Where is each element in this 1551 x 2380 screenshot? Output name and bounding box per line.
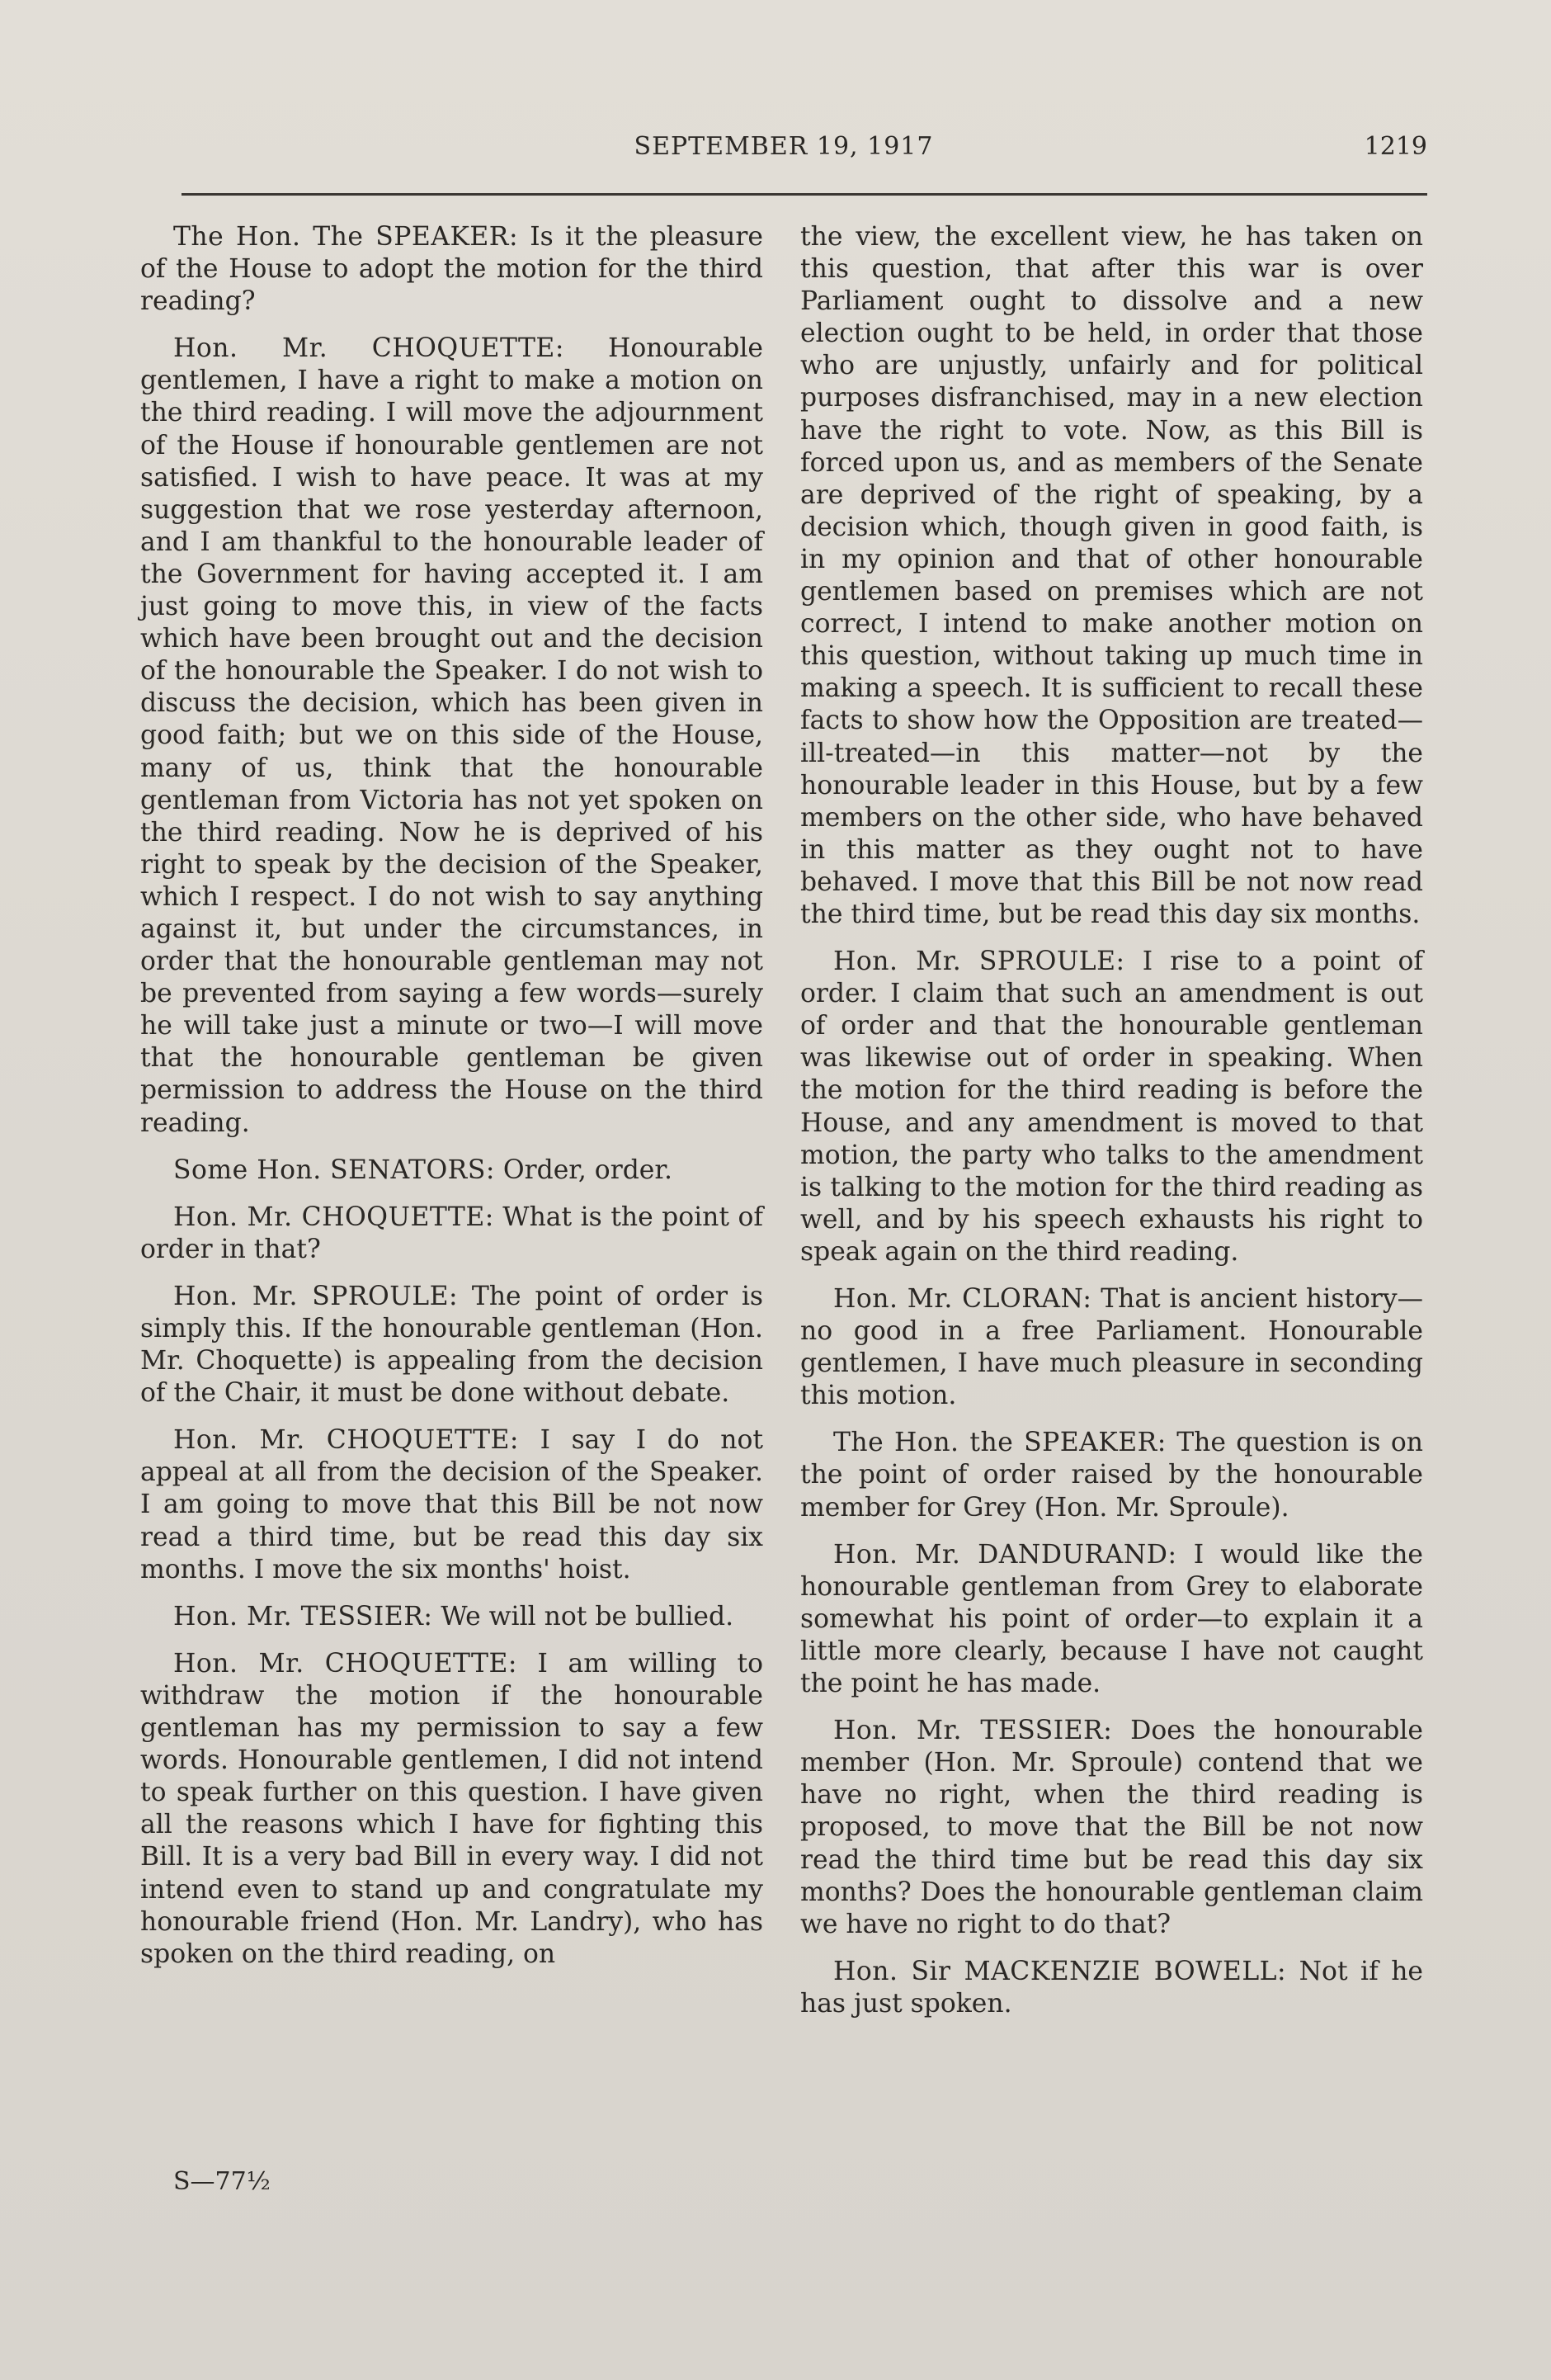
left-column (140, 221, 763, 1986)
speaker-name: Hon. Mr. CHOQUETTE: (173, 1648, 517, 1679)
speech-text: the view, the excellent view, he has taken on this question, that after this war is over Parliament ought to dissolve and a new election ought to be held, in order that those who are unjustly, unfairly and for political purposes disfranchised, may in a new election have the right to vote. Now, as this Bill is forced upon us, and as members of the Senate are deprived of the right of speaking, by a decision which, though given in good faith, is in my opinion and that of other honourable gentlemen based on premises which are not correct, I intend to make another motion on this question, without taking up much time in making a speech. It is sufficient to recall these facts to show how the Opposition are treated—ill-treated—in this matter—not by the honourable leader in this House, but by a few members on the other side, who have behaved in this matter as they ought not to have behaved. I move that this Bill be not now read the third time, but be read this day six months. (800, 222, 1423, 929)
paragraph (140, 1601, 763, 1633)
speaker-name: Hon. Mr. CHOQUETTE: (173, 1202, 494, 1232)
paragraph (800, 1715, 1423, 1941)
header-rule (182, 193, 1427, 196)
right-column (800, 221, 1423, 2035)
paragraph (800, 1956, 1423, 2020)
speaker-name: Some Hon. SENATORS: (173, 1155, 495, 1185)
paragraph (140, 221, 763, 318)
speech-text: The question is on the point of order raised by the honourable member for Grey (Hon. Mr. Sproule). (800, 1428, 1423, 1523)
header-date: SEPTEMBER 19, 1917 (634, 132, 934, 161)
speech-text: Does the honourable member (Hon. Mr. Sproule) contend that we have no right, when the third reading is proposed, to move that the Bill be not now read the third time but be read this day six months? Does the honourable gentleman claim we have no right to do that? (800, 1716, 1424, 1939)
speaker-name: The Hon. the SPEAKER: (833, 1428, 1167, 1458)
speaker-name: Hon. Mr. SPROULE: (173, 1281, 459, 1311)
speech-text: I rise to a point of order. I claim that such an amendment is out of order and that the honourable gentleman was likewise out of order in speaking. When the motion for the third reading is before the House, and any amendment is moved to that motion, the party who talks to the amendment is talking to the motion for the third reading as well, and by his speech exhausts his right to speak again on the third reading. (800, 947, 1423, 1267)
speaker-name: Hon. Mr. CHOQUETTE: (173, 333, 564, 364)
paragraph (800, 1539, 1423, 1700)
speaker-name: The Hon. The SPEAKER: (173, 222, 519, 252)
paragraph (800, 946, 1423, 1268)
speech-text: I am willing to withdraw the motion if the honourable gentleman has my permission to say a few words. Honourable gentlemen, I did not intend to speak further on this question. I have given all the reasons which I have for fighting this Bill. It is a very bad Bill in every way. I did not intend even to stand up and congratulate my honourable friend (Hon. Mr. Landry), who has spoken on the third reading, on (140, 1648, 763, 1969)
speech-text: Is it the pleasure of the House to adopt the motion for the third reading? (140, 222, 763, 317)
paragraph (140, 1281, 763, 1410)
speech-text: I would like the honourable gentleman from Grey to elaborate somewhat his point of order—to explain it a little more clearly, because I have not caught the point he has made. (800, 1539, 1423, 1699)
speaker-name: Hon. Mr. CHOQUETTE: (173, 1425, 519, 1456)
paragraph (800, 221, 1423, 931)
speaker-name: Hon. Mr. TESSIER: (833, 1716, 1113, 1746)
paragraph (140, 1648, 763, 1971)
speech-text: We will not be bullied. (432, 1601, 734, 1632)
paragraph (140, 1424, 763, 1585)
paragraph (800, 1283, 1423, 1412)
speaker-name: Hon. Mr. TESSIER: (173, 1601, 433, 1632)
speech-text: That is ancient history—no good in a free Parliament. Honourable gentlemen, I have much pleasure in seconding this motion. (800, 1284, 1423, 1411)
page-number: 1219 (1364, 132, 1427, 161)
paragraph (140, 1155, 763, 1187)
speaker-name: Hon. Sir MACKENZIE BOWELL: (833, 1956, 1287, 1986)
speech-text: Honourable gentlemen, I have a right to make a motion on the third reading. I will move the adjournment of the House if honourable gentlemen are not satisfied. I wish to have peace. It was at my suggestion that we rose yesterday afternoon, and I am thankful to the honourable leader of the Government for having accepted it. I am just going to move this, in view of the facts which have been brought out and the decision of the honourable the Speaker. I do not wish to discuss the decision, which has been given in good faith; but we on this side of the House, many of us, think that the honourable gentleman from Victoria has not yet spoken on the third reading. Now he is deprived of his right to speak by the decision of the Speaker, which I respect. I do not wish to say anything against it, but under the circumstances, in order that the honourable gentleman may not be prevented from saying a few words—surely he will take just a minute or two—I will move that the honourable gentleman be given permission to address the House on the third reading. (140, 333, 764, 1138)
page-header (140, 132, 1427, 172)
signature-mark: S—77½ (173, 2167, 271, 2196)
paragraph (140, 333, 763, 1139)
speech-text: What is the point of order in that? (140, 1202, 764, 1264)
speech-text: Not if he has just spoken. (800, 1956, 1423, 2019)
speaker-name: Hon. Mr. DANDURAND: (833, 1539, 1177, 1570)
speech-text: The point of order is simply this. If the honourable gentleman (Hon. Mr. Choquette) is appealing from the decision of the Chair, it must be done without debate. (140, 1281, 764, 1409)
speaker-name: Hon. Mr. SPROULE: (833, 947, 1125, 977)
paragraph (140, 1202, 763, 1266)
speech-text: I say I do not appeal at all from the decision of the Speaker. I am going to move that this Bill be not now read a third time, but be read this day six months. I move the six months' hoist. (140, 1425, 763, 1584)
speech-text: Order, order. (494, 1155, 672, 1185)
speaker-name: Hon. Mr. CLORAN: (833, 1284, 1092, 1314)
paragraph (800, 1427, 1423, 1523)
